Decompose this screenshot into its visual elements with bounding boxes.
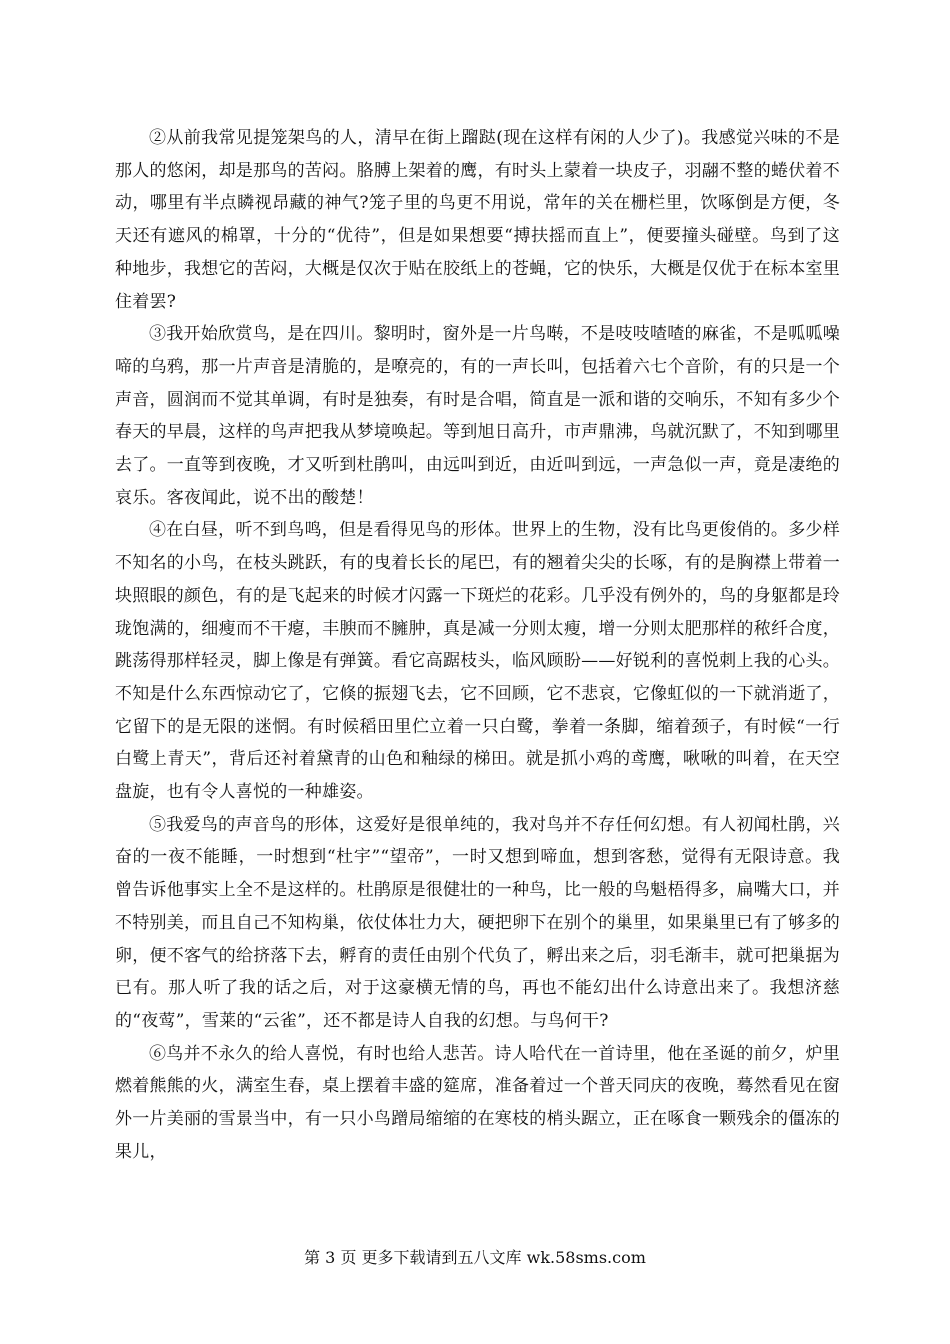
paragraph-2: ②从前我常见提笼架鸟的人，清早在街上蹓跶(现在这样有闲的人少了)。我感觉兴味的不是那人的悠闲，却是那鸟的苦闷。胳膊上架着的鹰，有时头上蒙着一块皮子，羽翮不整的蜷伏着不动，哪里有半点瞵视昂藏的神气?笼子里的鸟更不用说，常年的关在栅栏里，饮啄倒是方便，冬天还有遮风的棉罩，十分的“优待”，但是如果想要“搏扶摇而直上”，便要撞头碰壁。鸟到了这种地步，我想它的苦闷，大概是仅次于贴在胶纸上的苍蝇，它的快乐，大概是仅优于在标本室里住着罢? [115,128,840,312]
paragraph-3: ③我开始欣赏鸟，是在四川。黎明时，窗外是一片鸟啭，不是吱吱喳喳的麻雀，不是呱呱噪啼的乌鸦，那一片声音是清脆的，是嘹亮的，有的一声长叫，包括着六七个音阶，有的只是一个声音，圆润而不觉其单调，有时是独奏，有时是合唱，简直是一派和谐的交响乐，不知有多少个春天的早晨，这样的鸟声把我从梦境唤起。等到旭日高升，市声鼎沸，鸟就沉默了，不知到哪里去了。一直等到夜晚，才又听到杜鹃叫，由远叫到近，由近叫到远，一声急似一声，竟是凄绝的哀乐。客夜闻此，说不出的酸楚！ [115,324,840,508]
paragraph-4: ④在白昼，听不到鸟鸣，但是看得见鸟的形体。世界上的生物，没有比鸟更俊俏的。多少样不知名的小鸟，在枝头跳跃，有的曳着长长的尾巴，有的翘着尖尖的长啄，有的是胸襟上带着一块照眼的颜色，有的是飞起来的时候才闪露一下斑烂的花彩。几乎没有例外的，鸟的身躯都是玲珑饱满的，细瘦而不干瘪，丰腴而不臃肿，真是减一分则太瘦，增一分则太肥那样的秾纤合度，跳荡得那样轻灵，脚上像是有弹簧。看它高踞枝头，临风顾盼——好锐利的喜悦刺上我的心头。不知是什么东西惊动它了，它倏的振翅飞去，它不回顾，它不悲哀，它像虹似的一下就消逝了，它留下的是无限的迷惘。有时候稻田里伫立着一只白鹭，拳着一条脚，缩着颈子，有时候“一行白鹭上青天”，背后还衬着黛青的山色和釉绿的梯田。就是抓小鸡的鸢鹰，啾啾的叫着，在天空盘旋，也有令人喜悦的一种雄姿。 [115,520,840,803]
page-footer: 第 3 页 更多下载请到五八文库 wk.58sms.com [304,1248,646,1267]
document-body [115,122,840,1169]
paragraph-6: ⑥鸟并不永久的给人喜悦，有时也给人悲苦。诗人哈代在一首诗里，他在圣诞的前夕，炉里燃着熊熊的火，满室生春，桌上摆着丰盛的筵席，准备着过一个普天同庆的夜晚，蓦然看见在窗外一片美丽的雪景当中，有一只小鸟蹭局缩缩的在寒枝的梢头踞立，正在啄食一颗残余的僵冻的果儿， [115,1043,840,1162]
paragraph-5: ⑤我爱鸟的声音鸟的形体，这爱好是很单纯的，我对鸟并不存任何幻想。有人初闻杜鹃，兴奋的一夜不能睡，一时想到“杜宇”“望帝”，一时又想到啼血，想到客愁，觉得有无限诗意。我曾告诉他事实上全不是这样的。杜鹃原是很健壮的一种鸟，比一般的鸟魁梧得多，扁嘴大口，并不特别美，而且自己不知构巢，依仗体壮力大，硬把卵下在别个的巢里，如果巢里已有了够多的卵，便不客气的给挤落下去，孵育的责任由别个代负了，孵出来之后，羽毛渐丰，就可把巢据为已有。那人听了我的话之后，对于这豪横无情的鸟，再也不能幻出什么诗意出来了。我想济慈的“夜莺”，雪莱的“云雀”，还不都是诗人自我的幻想。与鸟何干? [115,814,840,1031]
